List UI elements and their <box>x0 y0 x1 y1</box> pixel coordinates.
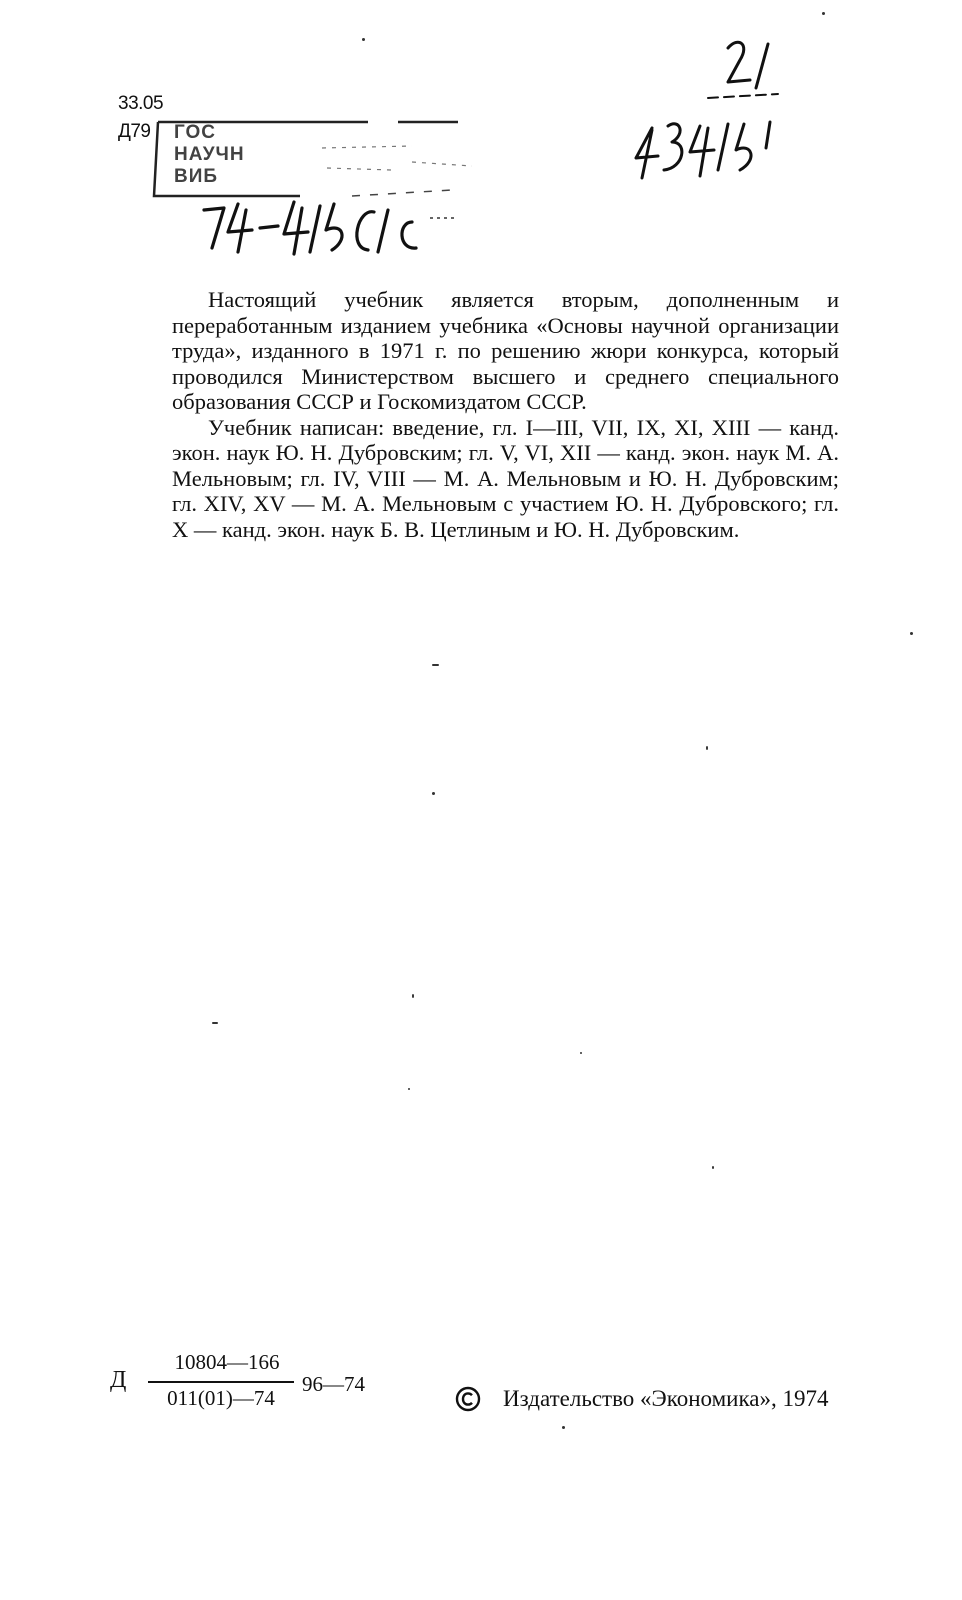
copyright-icon <box>455 1386 481 1412</box>
classification-udc: 33.05 <box>118 93 164 114</box>
authorship-paragraph: Учебник написан: введение, гл. I—III, VII, IX, XI, XIII — канд. экон. наук Ю. Н. Дубровским; гл. V, VI, XII — канд. экон. наук М. А. Мельновым; гл. IV, VIII — М. А. Мельновым и Ю. Н. Дубровским; гл. XIV, XV — М. А. Мельновым с участием Ю. Н. Дубровского; гл. X — канд. экон. наук Б. В. Цетлиным и Ю. Н. Дубровским. <box>172 414 839 542</box>
handwritten-acquisition-code <box>198 188 458 258</box>
stamp-line-2: НАУЧН <box>174 144 245 165</box>
scan-speck <box>362 38 365 41</box>
scan-speck <box>712 1166 714 1169</box>
scan-speck <box>432 664 439 666</box>
library-stamp-text <box>174 122 245 188</box>
stamp-line-3: ВИБ <box>174 166 219 187</box>
copyright-text: Издательство «Экономика», 1974 <box>503 1386 829 1411</box>
copyright-notice <box>455 1386 829 1412</box>
scan-speck <box>706 746 708 750</box>
main-text <box>172 287 839 542</box>
scan-speck <box>562 1426 565 1429</box>
scan-speck <box>408 1088 410 1090</box>
catalog-index-suffix: 96—74 <box>302 1372 365 1396</box>
scan-speck <box>822 12 825 15</box>
catalog-index <box>110 1350 410 1420</box>
scan-speck <box>212 1022 218 1024</box>
scan-speck <box>580 1052 582 1054</box>
catalog-index-fraction-bar <box>148 1381 294 1383</box>
scan-speck <box>432 792 435 795</box>
classification-author-mark: Д79 <box>118 121 151 142</box>
catalog-index-numerator: 10804—166 <box>174 1350 280 1374</box>
stamp-line-1: ГОС <box>174 122 217 143</box>
catalog-index-letter: Д <box>110 1367 127 1393</box>
handwritten-inventory-number <box>628 30 798 190</box>
scan-speck <box>412 994 414 998</box>
catalog-index-denominator: 011(01)—74 <box>167 1386 275 1410</box>
edition-note-paragraph: Настоящий учебник является вторым, дополненным и переработанным изданием учебника «Основы научной организации труда», изданного в 1971 г. по решению жюри конкурса, который проводился Министерством высшего и среднего специального образования СССР и Госкомиздатом СССР. <box>172 287 839 414</box>
scan-speck <box>910 632 913 635</box>
